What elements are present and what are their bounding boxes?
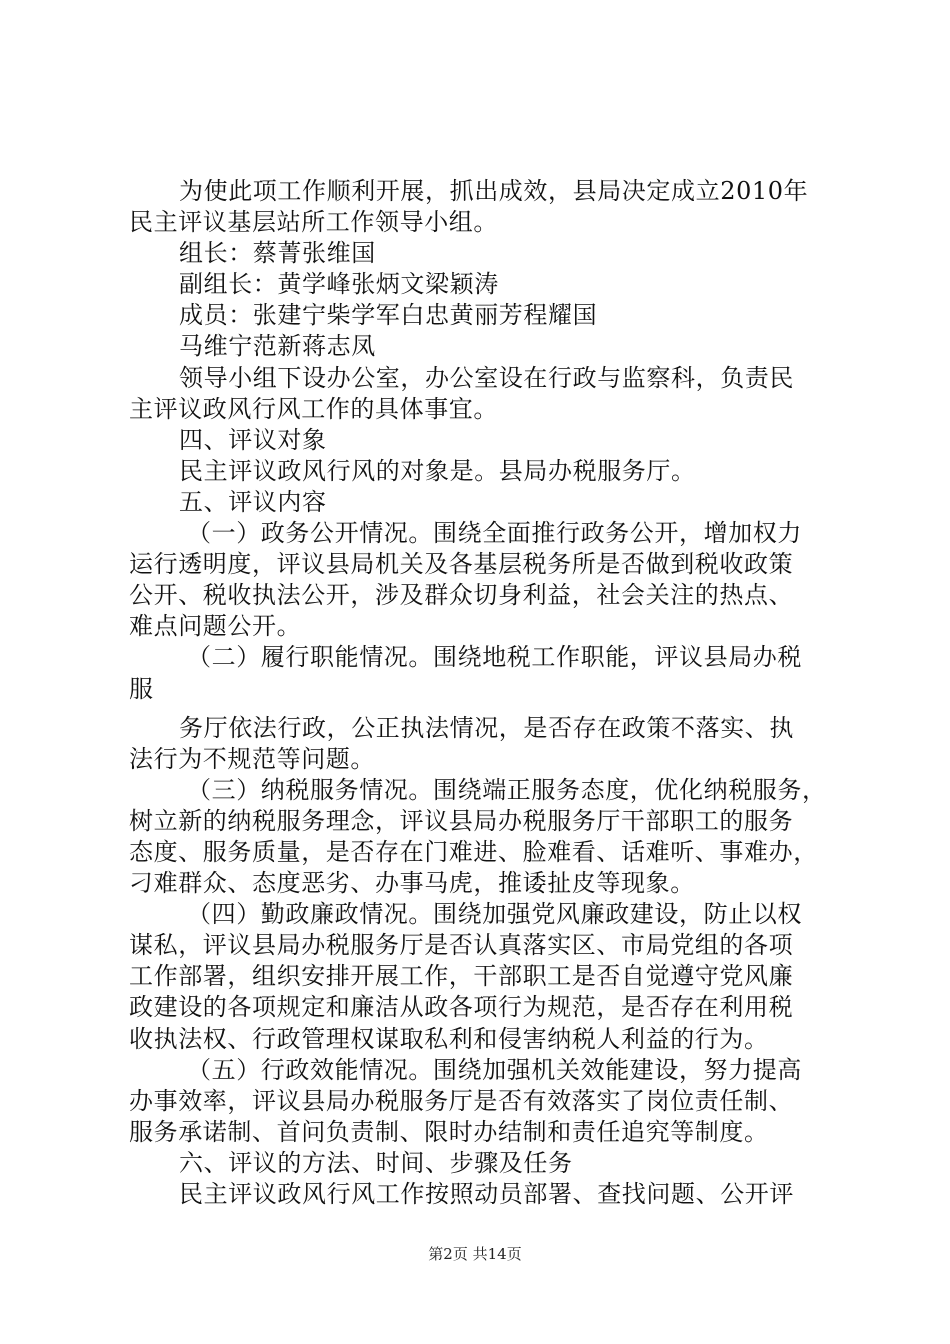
text-line: 为使此项工作顺利开展，抓出成效，县局决定成立2010年 xyxy=(179,177,809,205)
text-line: （一）政务公开情况。围绕全面推行政务公开，增加权力 xyxy=(187,519,802,548)
text-line: 办事效率，评议县局办税服务厅是否有效落实了岗位责任制、 xyxy=(129,1086,794,1115)
section-heading: 五、评议内容 xyxy=(179,487,327,516)
text-line: 民主评议政风行风的对象是。县局办税服务厅。 xyxy=(179,456,696,485)
text-line: 公开、税收执法公开，涉及群众切身利益，社会关注的热点、 xyxy=(129,581,794,610)
text-line: 民主评议政风行风工作按照动员部署、查找问题、公开评 xyxy=(179,1180,794,1208)
text-line: （三）纳税服务情况。围绕端正服务态度，优化纳税服务， xyxy=(187,775,827,804)
text-line: 主评议政风行风工作的具体事宜。 xyxy=(129,394,498,423)
text-line: （四）勤政廉政情况。围绕加强党风廉政建设，防止以权 xyxy=(187,900,802,929)
text-line: 副组长：黄学峰张炳文梁颖涛 xyxy=(179,270,499,299)
text-line: 务厅依法行政，公正执法情况，是否存在政策不落实、执 xyxy=(179,713,794,742)
text-line: 组长：蔡菁张维国 xyxy=(179,239,376,268)
text-line: 民主评议基层站所工作领导小组。 xyxy=(129,208,498,237)
text-line: 树立新的纳税服务理念，评议县局办税服务厅干部职工的服务 xyxy=(129,806,794,835)
text-line: 法行为不规范等问题。 xyxy=(129,744,375,773)
text-line: 难点问题公开。 xyxy=(129,612,302,641)
section-heading: 四、评议对象 xyxy=(179,425,327,454)
text-line: 态度、服务质量，是否存在门难进、脸难看、话难听、事难办， xyxy=(129,837,818,866)
text-line: 成员：张建宁柴学军白忠黄丽芳程耀国 xyxy=(179,301,598,330)
text-line: 服务承诺制、首问负责制、限时办结制和责任追究等制度。 xyxy=(129,1117,769,1146)
text-line: （五）行政效能情况。围绕加强机关效能建设，努力提高 xyxy=(187,1055,802,1084)
text-line: 领导小组下设办公室，办公室设在行政与监察科，负责民 xyxy=(179,363,794,392)
text-line: 马维宁范新蒋志凤 xyxy=(179,332,376,361)
page-number-footer: 第2页 共14页 xyxy=(428,1245,522,1263)
text-line: 政建设的各项规定和廉洁从政各项行为规范，是否存在利用税 xyxy=(129,993,794,1022)
text-line: 工作部署，组织安排开展工作，干部职工是否自觉遵守党风廉 xyxy=(129,962,794,991)
text-line: 服 xyxy=(129,674,154,703)
text-line: 谋私，评议县局办税服务厅是否认真落实区、市局党组的各项 xyxy=(129,931,794,960)
text-line: 刁难群众、态度恶劣、办事马虎，推诿扯皮等现象。 xyxy=(129,869,695,898)
document-body xyxy=(129,176,839,1210)
text-line: （二）履行职能情况。围绕地税工作职能，评议县局办税 xyxy=(187,643,802,672)
text-line: 收执法权、行政管理权谋取私利和侵害纳税人利益的行为。 xyxy=(129,1024,769,1053)
text-line: 运行透明度，评议县局机关及各基层税务所是否做到税收政策 xyxy=(129,550,794,579)
section-heading: 六、评议的方法、时间、步骤及任务 xyxy=(179,1148,573,1177)
paragraph-gap xyxy=(129,705,839,713)
